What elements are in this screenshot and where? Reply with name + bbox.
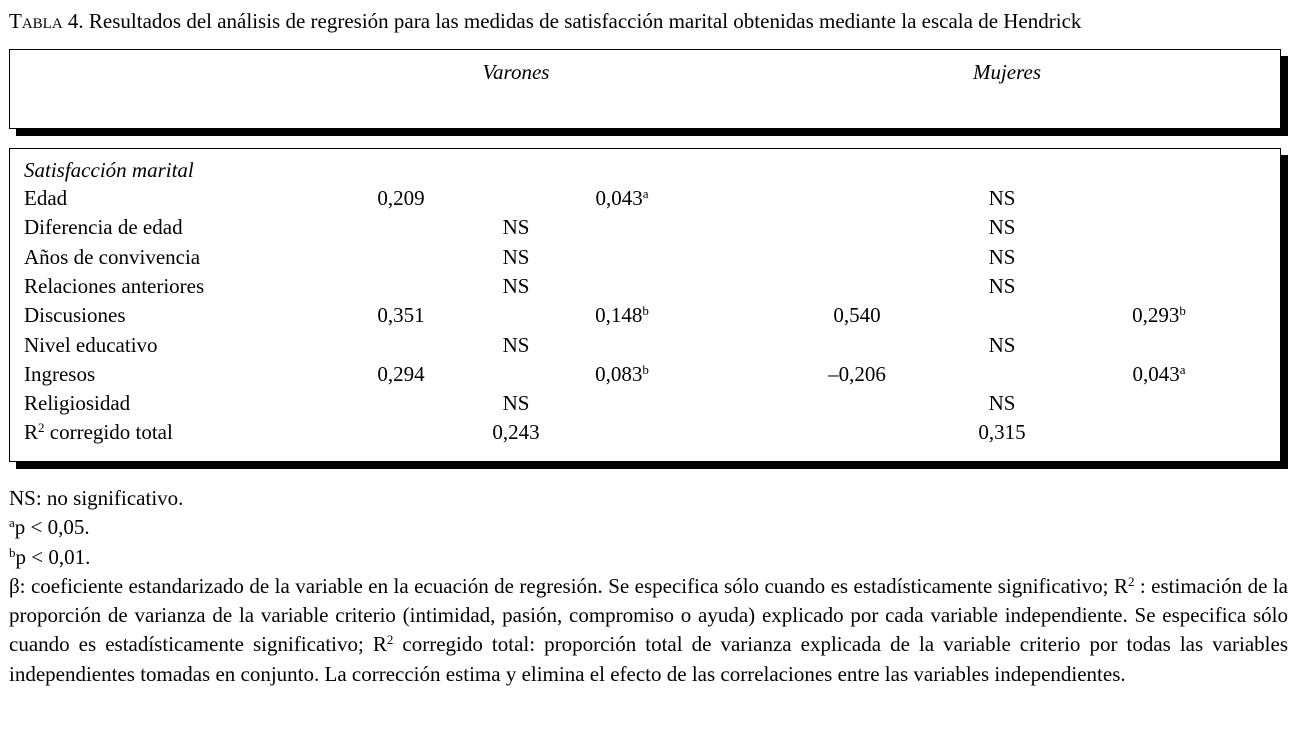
- row-label: Relaciones anteriores: [24, 273, 205, 298]
- cell-value: 0,209: [377, 186, 425, 210]
- cell-v-beta: [377, 362, 424, 387]
- note-b: [9, 543, 1288, 572]
- cell-value: NS: [988, 391, 1016, 416]
- cell-value: NS: [988, 332, 1016, 357]
- cell-m-ns: [989, 391, 1016, 416]
- cell-value: NS: [988, 215, 1016, 240]
- cell-m-ns: [989, 245, 1016, 270]
- note-b-marker: b: [9, 544, 16, 560]
- cell-value: NS: [502, 273, 530, 298]
- note-a-marker: a: [9, 515, 15, 531]
- cell-m-r2: [1132, 303, 1186, 328]
- cell-m-ns: [989, 333, 1016, 358]
- cell-m-ns: [989, 274, 1016, 299]
- row-label-sup: 2: [38, 420, 45, 436]
- table-row: [10, 420, 1280, 449]
- cell-value: 0,083: [595, 361, 643, 386]
- cell-value: 0,043: [595, 186, 643, 210]
- cell-v-ns: [503, 391, 530, 416]
- cell-v-ns: [503, 274, 530, 299]
- cell-value: 0,294: [377, 361, 425, 386]
- table-row: [10, 215, 1280, 244]
- note-b-text: p < 0,01.: [15, 544, 91, 569]
- table-row: [10, 333, 1280, 362]
- cell-value: NS: [502, 332, 530, 357]
- cell-value: 0,148: [595, 303, 643, 328]
- note-def-part2: : estimación de la proporción de varianza de la variable criterio (intimidad, pasión, compromiso o ayuda) explicado por cada variable independiente. Se especifica sólo cuando es estadísticamente significativo; R: [9, 573, 1288, 657]
- header-varones: Varones: [482, 60, 550, 84]
- cell-value: NS: [988, 273, 1016, 298]
- cell-v-r2: [595, 303, 649, 328]
- row-label-pre: R: [24, 420, 39, 445]
- cell-v-beta: [377, 303, 424, 328]
- table-number: Tabla 4.: [9, 9, 84, 33]
- table-caption: [9, 8, 1081, 34]
- cell-value: NS: [502, 215, 530, 240]
- note-def-sup1: 2: [1127, 573, 1135, 589]
- table-row: [10, 391, 1280, 420]
- cell-value: 0,351: [377, 303, 425, 328]
- row-label: Discusiones: [24, 303, 126, 328]
- cell-m-r2: [1132, 362, 1185, 387]
- cell-value: 0,043: [1132, 361, 1180, 386]
- row-label: [24, 420, 173, 445]
- cell-value: 0,315: [978, 420, 1026, 445]
- cell-v-ns: [503, 333, 530, 358]
- table-title: Resultados del análisis de regresión para las medidas de satisfacción marital obtenidas mediante la escala de Hendrick: [88, 9, 1082, 33]
- table-row: [10, 274, 1280, 303]
- row-label: Diferencia de edad: [24, 215, 183, 240]
- note-ns: NS: no significativo.: [9, 486, 184, 510]
- significance-marker: b: [642, 303, 649, 319]
- note-def-part1: β: coeficiente estandarizado de la variable en la ecuación de regresión. Se especifica sólo cuando es estadísticamente significativo; R: [9, 573, 1128, 598]
- significance-marker: a: [1179, 361, 1186, 377]
- table-header-box: [9, 49, 1281, 129]
- note-def-part3: corregido total: proporción total de varianza explicada de la variable criterio por todas las variables independientes tomadas en conjunto. La corrección estima y elimina el efecto de las correlaciones entre las variables independientes.: [9, 632, 1289, 686]
- cell-m-ns: [989, 215, 1016, 240]
- note-a: [9, 513, 1288, 542]
- cell-value: NS: [502, 244, 530, 269]
- row-label: Nivel educativo: [24, 332, 158, 357]
- cell-value: 0,243: [492, 420, 540, 445]
- row-label: Años de convivencia: [24, 244, 201, 269]
- cell-value: –0,206: [828, 361, 886, 386]
- significance-marker: b: [642, 361, 649, 377]
- significance-marker: b: [1179, 303, 1186, 319]
- cell-value: NS: [988, 186, 1016, 210]
- cell-v-ns: [492, 420, 539, 445]
- cell-m-ns: [978, 420, 1025, 445]
- section-title: Satisfacción marital: [24, 158, 194, 182]
- cell-v-r2: [595, 186, 648, 211]
- row-label-post: corregido total: [44, 420, 173, 445]
- significance-marker: a: [642, 186, 649, 201]
- cell-value: 0,293: [1132, 303, 1180, 328]
- cell-value: 0,540: [833, 303, 881, 328]
- table-row: [10, 362, 1280, 391]
- table-body-box: [9, 148, 1281, 462]
- note-definitions: [9, 572, 1288, 689]
- cell-v-r2: [595, 362, 649, 387]
- table-notes: [9, 484, 1288, 689]
- cell-value: NS: [502, 391, 530, 416]
- cell-value: NS: [988, 244, 1016, 269]
- cell-m-beta: [828, 362, 886, 387]
- cell-m-ns: [989, 186, 1016, 211]
- cell-v-ns: [503, 245, 530, 270]
- cell-m-beta: [833, 303, 880, 328]
- row-label: Ingresos: [24, 361, 96, 386]
- row-label: Edad: [24, 186, 68, 210]
- header-mujeres: Mujeres: [972, 60, 1042, 84]
- note-def-sup2: 2: [386, 632, 394, 648]
- table-row: [10, 303, 1280, 332]
- note-a-text: p < 0,05.: [14, 515, 90, 540]
- table-row: [10, 245, 1280, 274]
- table-row: [10, 186, 1280, 215]
- cell-v-ns: [503, 215, 530, 240]
- row-label: Religiosidad: [24, 391, 131, 416]
- cell-v-beta: [377, 186, 424, 211]
